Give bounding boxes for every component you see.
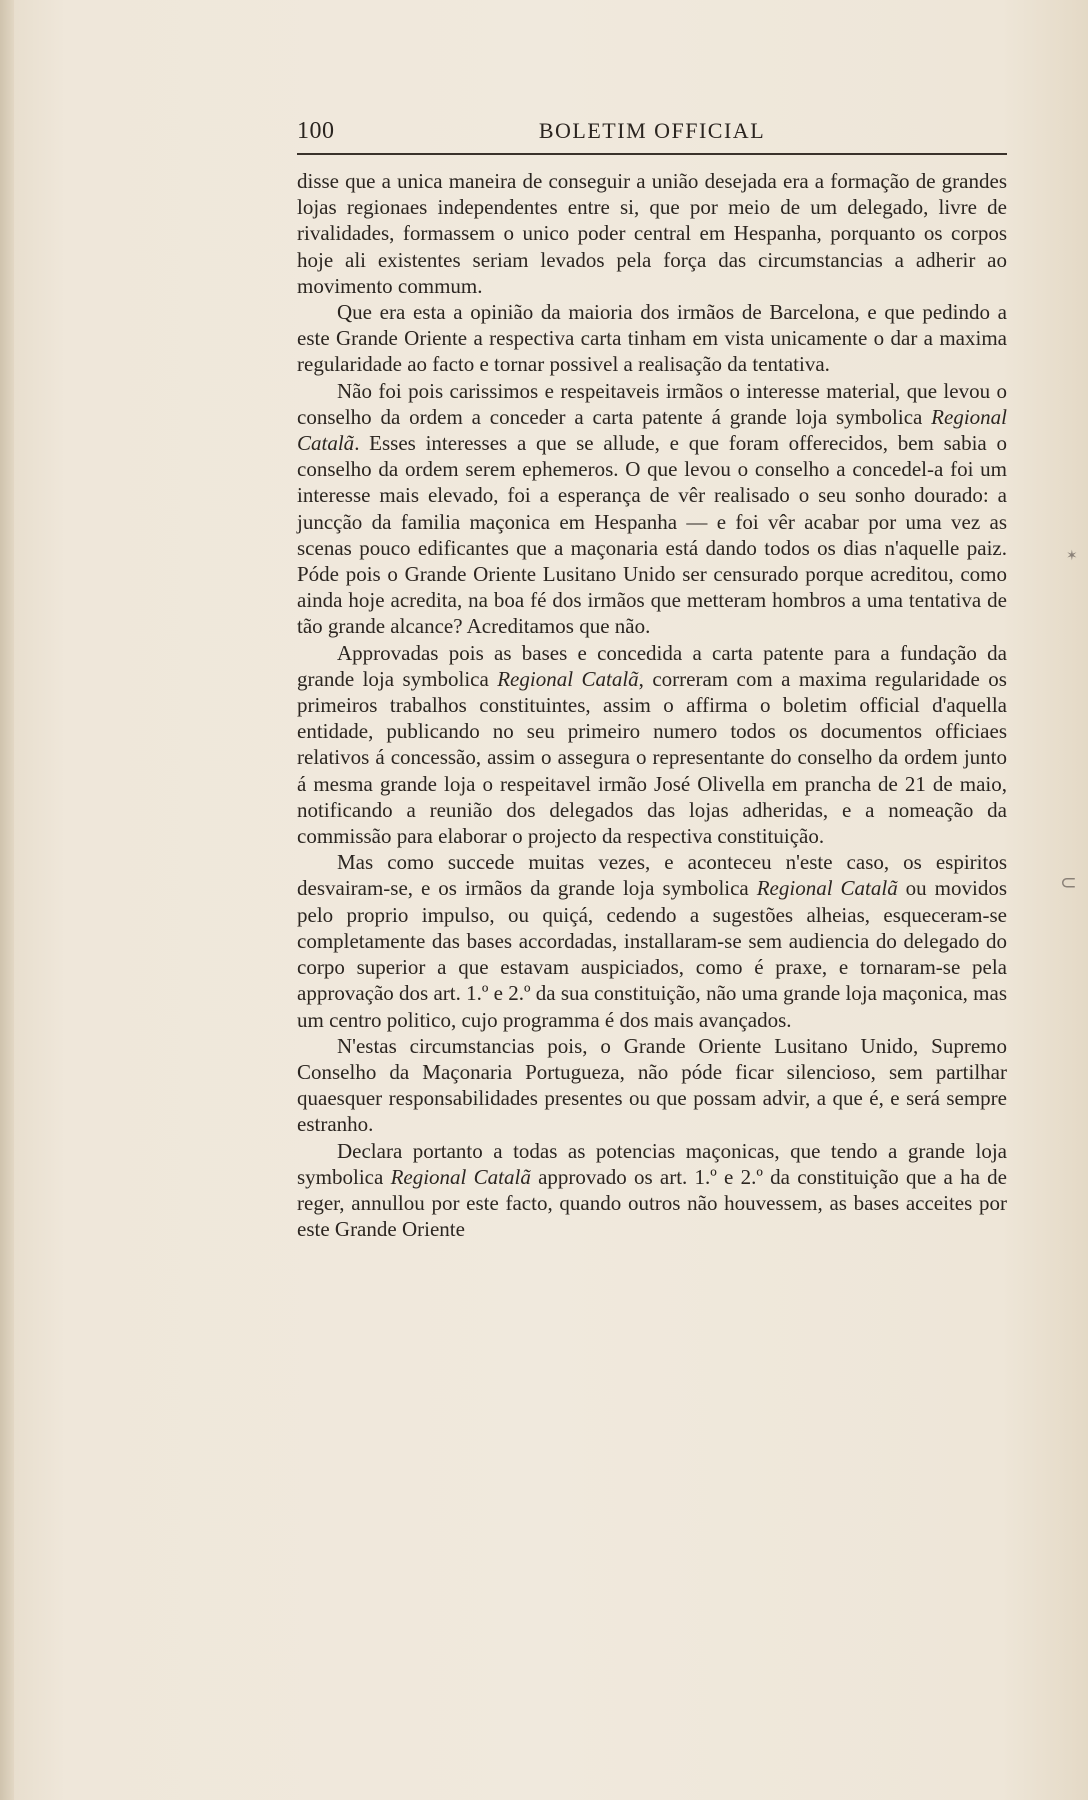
text-run: approvado os art. 1.º e 2.º da constituição que a ha de reger, annullou por este facto, quando outros não houvessem, as bases acceites por este Grande Oriente [297,1164,1007,1242]
paragraph [297,168,1007,299]
paragraph [297,378,1007,640]
text-run: Approvadas pois as bases e concedida a carta patente para a fundação da grande loja symbolica [297,640,1007,691]
text-run: . Esses interesses a que se allude, e que foram offerecidos, bem sabia o conselho da ordem serem ephemeros. O que levou o conselho a concedel-a foi um interesse mais elevado, foi a esperança de vêr realisado o seu sonho dourado: a juncção da familia maçonica em Hespanha — e foi vêr acabar por uma vez as scenas pouco edificantes que a maçonaria está dando todos os dias n'aquelle paiz. Póde pois o Grande Oriente Lusitano Unido ser censurado porque acreditou, como ainda hoje acredita, na boa fé dos irmãos que metteram hombros a uma tentativa de tão grande alcance? Acreditamos que não. [297,431,1007,639]
page-header [297,114,1007,154]
italic-name: Regional Catalã [756,876,898,901]
text-run: Não foi pois carissimos e respeitaveis irmãos o interesse material, que levou o conselho da ordem a conceder a carta patente á grande loja symbolica [297,378,1007,429]
margin-speck: ✶ [1066,548,1078,564]
paragraph [297,299,1007,378]
running-title: BOLETIM OFFICIAL [538,118,766,143]
text-run: Mas como succede muitas vezes, e aconteceu n'este caso, os espiritos desvairam-se, e os irmãos da grande loja symbolica [297,850,1007,901]
text-run: N'estas circumstancias pois, o Grande Oriente Lusitano Unido, Supremo Conselho da Maçonaria Portugueza, não póde ficar silencioso, sem partilhar quaesquer responsabilidades presentes ou que possam advir, a que é, e será sempre estranho. [297,1033,1007,1137]
paragraph [297,640,1007,850]
text-run: , correram com a maxima regularidade os primeiros trabalhos constituintes, assim o affirma o boletim official d'aquella entidade, publicando no seu primeiro numero todos os documentos officiaes relativos á concessão, assim o assegura o representante do conselho da ordem junto á mesma grande loja o respeitavel irmão José Olivella em prancha de 21 de maio, notificando a reunião dos delegados das lojas adheridas, e a nomeação da commissão para elaborar o projecto da respectiva constituição. [297,666,1007,849]
margin-bracket-mark: ⊂ [1060,870,1077,894]
text-run: Declara portanto a todas as potencias maçonicas, que tendo a grande loja symbolica [297,1138,1007,1189]
text-run: disse que a unica maneira de conseguir a união desejada era a formação de grandes lojas regionaes independentes entre si, que por meio de um delegado, livre de rivalidades, formassem o unico poder central em Hespanha, porquanto os corpos hoje ali existentes seriam levados pela força das circumstancias a adherir ao movimento commum. [297,169,1007,298]
paragraph [297,1033,1007,1138]
header-rule [297,153,1007,155]
text-run: ou movidos pelo proprio impulso, ou quiçá, cedendo a sugestões alheias, esqueceram-se completamente das bases accordadas, installaram-se sem audiencia do delegado do corpo superior a que estavam auspiciados, como é praxe, e tornaram-se pela approvação dos art. 1.º e 2.º da sua constituição, não uma grande loja maçonica, mas um centro politico, cujo programma é dos mais avançados. [297,876,1007,1032]
text-run: Que era esta a opinião da maioria dos irmãos de Barcelona, e que pedindo a este Grande Oriente a respectiva carta tinham em vista unicamente o dar a maxima regularidade ao facto e tornar possivel a realisação da tentativa. [297,300,1007,377]
paragraph [297,1138,1007,1243]
page-spine-edge [0,0,14,1800]
italic-name: Regional Catalã [390,1164,531,1189]
page-number: 100 [297,118,335,144]
italic-name: Regional Catalã [297,404,1007,456]
paragraph [297,849,1007,1032]
body-text [297,168,1007,1242]
italic-name: Regional Catalã [497,666,639,691]
